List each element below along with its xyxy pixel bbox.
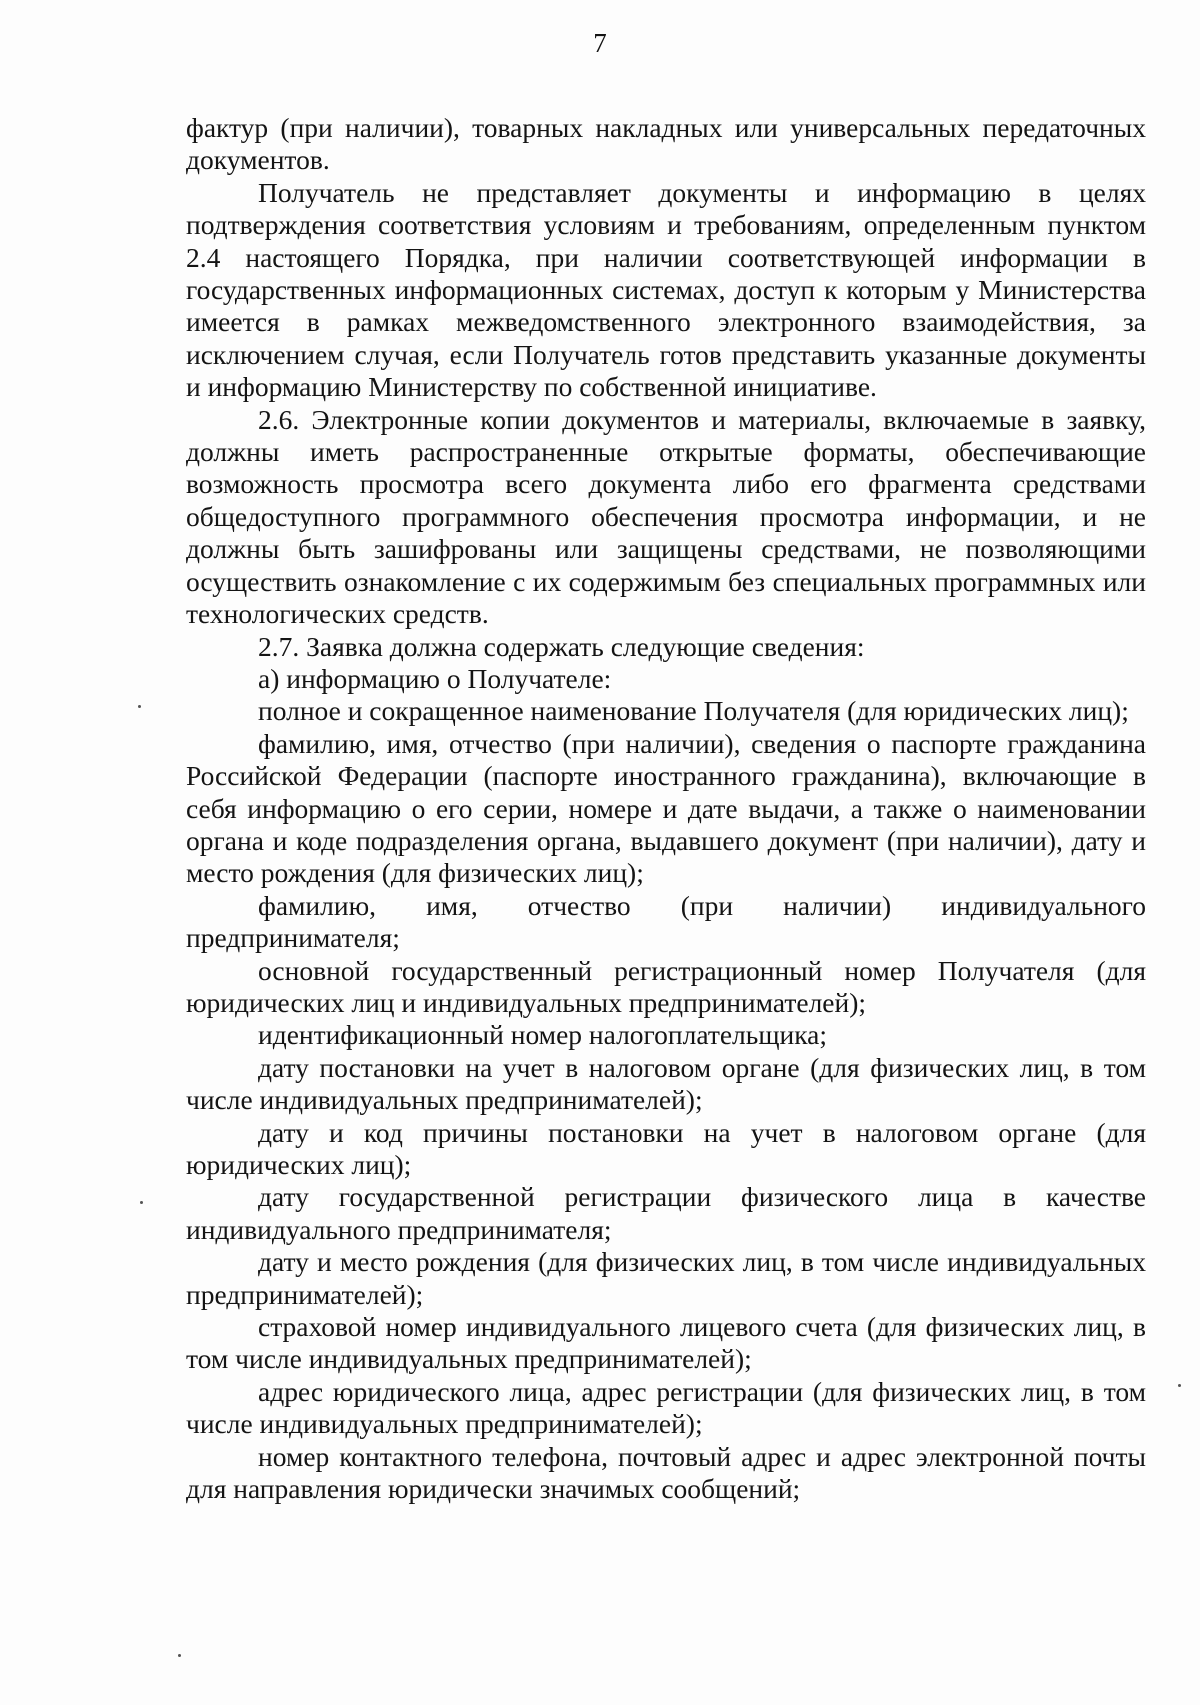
list-item-birth-date-place: дату и место рождения (для физических лиц, в том числе индивидуальных предпринимателей); (186, 1246, 1146, 1310)
list-item-contacts: номер контактного телефона, почтовый адрес и адрес электронной почты для направления юридически значимых сообщений; (186, 1440, 1146, 1505)
paragraph-recipient-documents: Получатель не представляет документы и информацию в целях подтверждения соответствия условиям и требованиям, определенным пунктом 2.4 настоящего Порядка, при наличии соответствующей информации в государственных информационных системах, доступ к которым у Министерства имеется в рамках межведомственного электронного взаимодействия, за исключением случая, если Получатель готов представить указанные документы и информацию Министерству по собственной инициативе. (186, 176, 1146, 403)
list-item-address: адрес юридического лица, адрес регистрации (для физических лиц, в том числе индивидуальных предпринимателей); (186, 1375, 1146, 1440)
scan-speck (178, 1654, 181, 1657)
scan-speck (140, 1201, 143, 1204)
paragraph-recipient-info: а) информацию о Получателе: (258, 662, 612, 694)
list-item-entrepreneur-name: фамилию, имя, отчество (при наличии) индивидуального предпринимателя; (186, 889, 1146, 954)
list-item-state-registration-date: дату государственной регистрации физического лица в качестве индивидуального предпринимателя; (186, 1181, 1146, 1245)
document-body (186, 112, 1146, 1505)
list-item-tax-registration-date: дату постановки на учет в налоговом органе (для физических лиц, в том числе индивидуальных предпринимателей); (186, 1051, 1146, 1116)
paragraph-2-6-electronic-copies: 2.6. Электронные копии документов и материалы, включаемые в заявку, должны иметь распространенные открытые форматы, обеспечивающие возможность просмотра всего документа либо его фрагмента средствами общедоступного программного обеспечения просмотра информации, и не должны быть зашифрованы или защищены средствами, не позволяющими осуществить ознакомление с их содержимым без специальных программных или технологических средств. (186, 403, 1146, 630)
page-number: 7 (593, 28, 607, 58)
paragraph-2-7-application-contents: 2.7. Заявка должна содержать следующие сведения: (258, 630, 865, 662)
list-item-passport: фамилию, имя, отчество (при наличии), сведения о паспорте гражданина Российской Федерации (паспорте иностранного гражданина), включающие в себя информацию о его серии, номере и дате выдачи, а также о наименовании органа и коде подразделения органа, выдавшего документ (при наличии), дату и место рождения (для физических лиц); (186, 727, 1146, 889)
list-item-kpp: дату и код причины постановки на учет в налоговом органе (для юридических лиц); (186, 1116, 1146, 1180)
scan-speck (138, 705, 141, 708)
list-item-snils: страховой номер индивидуального лицевого счета (для физических лиц, в том числе индивидуальных предпринимателей); (186, 1311, 1146, 1375)
paragraph-invoices-continuation: фактур (при наличии), товарных накладных или универсальных передаточных документов. (186, 112, 1146, 176)
list-item-inn: идентификационный номер налогоплательщика; (258, 1019, 828, 1051)
list-item-ogrn: основной государственный регистрационный номер Получателя (для юридических лиц и индивидуальных предпринимателей); (186, 954, 1146, 1018)
list-item-full-name: полное и сокращенное наименование Получателя (для юридических лиц); (258, 695, 1129, 727)
scan-speck (1178, 1384, 1181, 1387)
